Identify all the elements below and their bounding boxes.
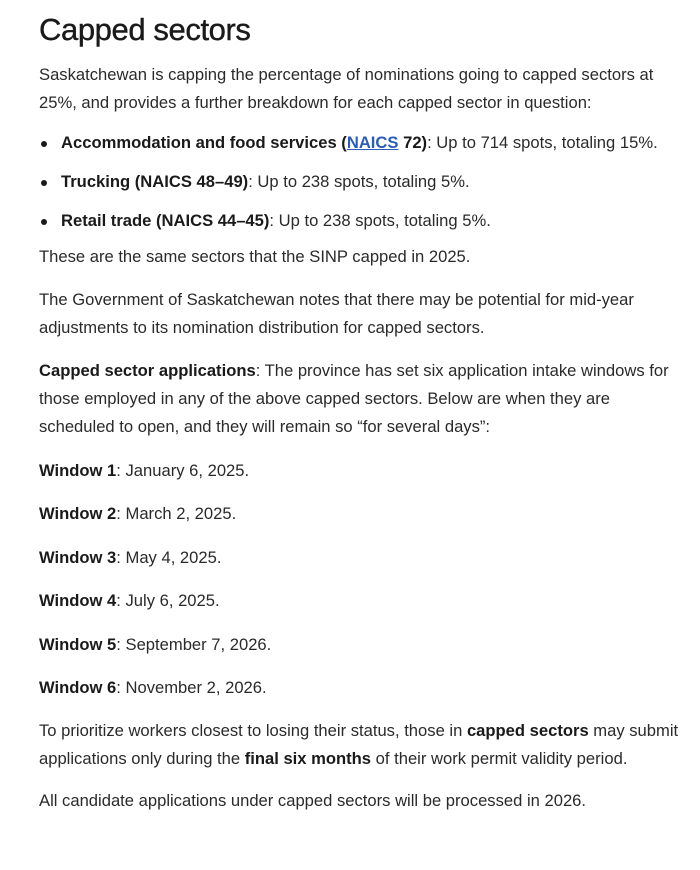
window-item: [39, 500, 680, 528]
window-item: [39, 544, 680, 572]
applications-paragraph: [39, 357, 680, 441]
window-item: [39, 674, 680, 702]
bullet-icon: [41, 180, 47, 186]
capped-sector-list: [39, 129, 680, 235]
intro-paragraph: Saskatchewan is capping the percentage of nominations going to capped sectors at 25%, and provides a further breakdown for each capped sector in question:: [39, 65, 654, 112]
emphasis-final-six-months: final six months: [244, 748, 372, 768]
window-date: : January 6, 2025.: [116, 461, 250, 480]
bullet-icon: [41, 141, 47, 147]
applications-label: Capped sector applications: [39, 361, 256, 380]
prioritize-paragraph: To prioritize workers closest to losing their status, those in capped sectors may submit applications only during the final six months of their work permit validity period.: [39, 720, 679, 768]
list-item: [39, 129, 680, 157]
window-date: : July 6, 2025.: [116, 591, 220, 611]
window-item: [39, 587, 680, 615]
window-date: : May 4, 2025.: [116, 547, 222, 567]
window-date: : November 2, 2026.: [116, 677, 267, 697]
naics-link[interactable]: NAICS: [346, 133, 399, 152]
sector-detail: : Up to 238 spots, totaling 5%.: [248, 172, 470, 191]
window-label: Window 1: [39, 461, 117, 480]
window-date: : March 2, 2025.: [116, 504, 237, 524]
window-item: [39, 631, 680, 659]
list-item: [39, 168, 680, 196]
window-label: Window 6: [39, 677, 117, 697]
same-sectors-paragraph: These are the same sectors that the SINP capped in 2025.: [39, 247, 471, 266]
window-label: Window 2: [39, 504, 117, 524]
applications-text: : The province has set six application intake windows for those employed in any of the above capped sectors. Below are when they are scheduled to open, and they will remain so “for several days”:: [39, 361, 669, 436]
window-item: [39, 457, 680, 485]
emphasis-capped-sectors: capped sectors: [466, 720, 589, 740]
window-date: : September 7, 2026.: [116, 634, 272, 654]
window-label: Window 4: [39, 591, 117, 611]
sector-label: Retail trade (NAICS 44–45): [61, 211, 270, 230]
sector-detail: : Up to 238 spots, totaling 5%.: [269, 211, 491, 230]
window-label: Window 5: [39, 634, 117, 654]
sector-detail: : Up to 714 spots, totaling 15%.: [427, 133, 658, 152]
page-title: Capped sectors: [39, 12, 251, 47]
window-label: Window 3: [39, 547, 117, 567]
bullet-icon: [41, 219, 47, 225]
sector-label: Trucking (NAICS 48–49): [61, 172, 249, 191]
list-item: [39, 207, 680, 235]
processed-paragraph: All candidate applications under capped sectors will be processed in 2026.: [39, 790, 587, 810]
government-note-paragraph: The Government of Saskatchewan notes that there may be potential for mid-year adjustments to its nomination distribution for capped sectors.: [39, 290, 634, 337]
sector-label: Accommodation and food services (NAICS 72): [61, 133, 428, 152]
